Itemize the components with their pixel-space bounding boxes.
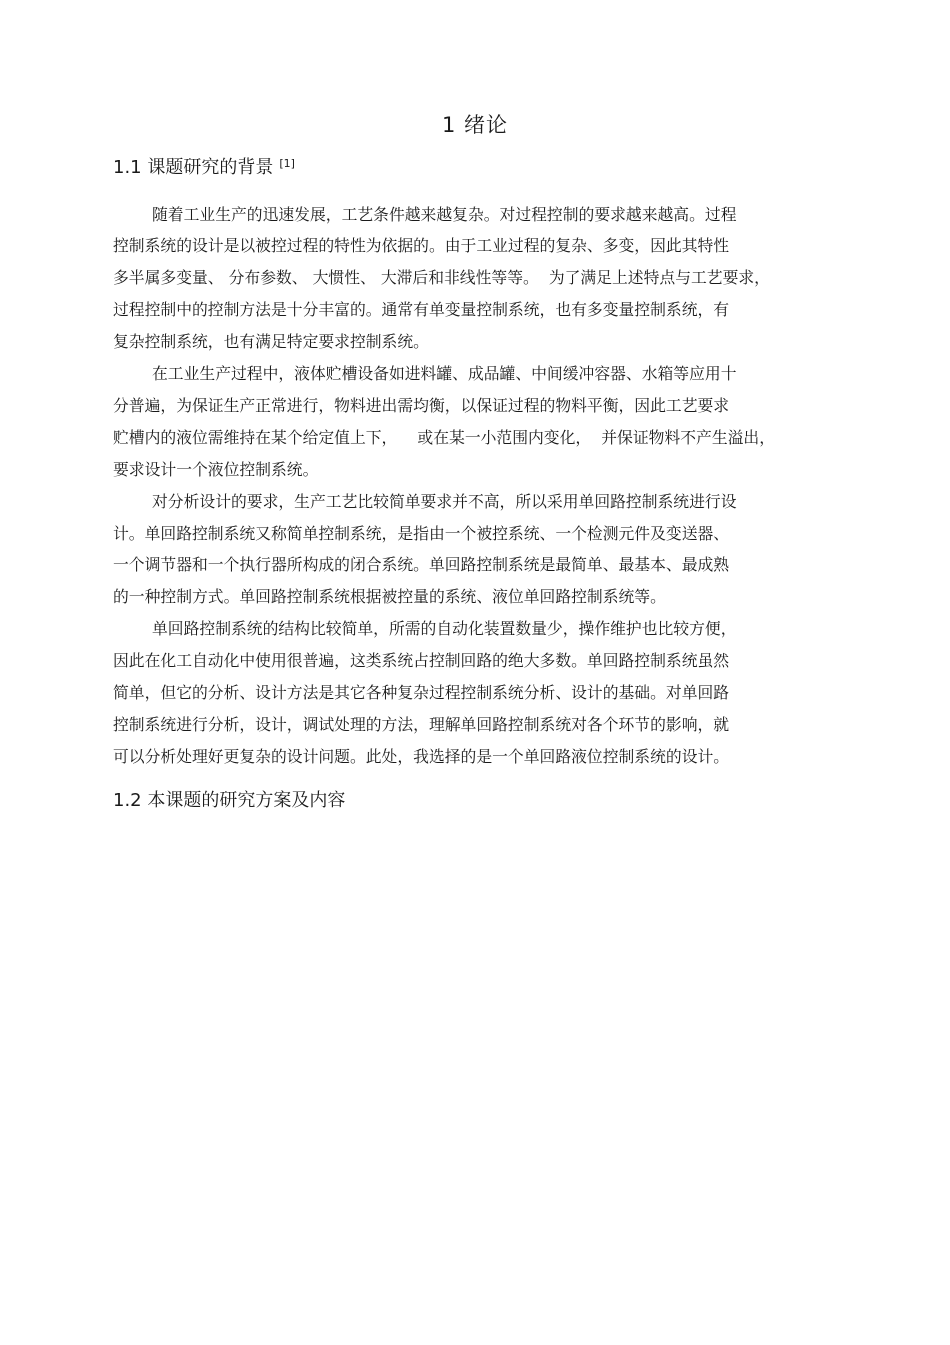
paragraph-4-line-5: 可以分析处理好更复杂的设计问题。此处，我选择的是一个单回路液位控制系统的设计。 <box>113 747 730 766</box>
paragraph-1-line-1: 随着工业生产的迅速发展，工艺条件越来越复杂。对过程控制的要求越来越高。过程 <box>152 205 737 224</box>
paragraph-2-line-3: 贮槽内的液位需维持在某个给定值上下， 或在某一小范围内变化， 并保证物料不产生溢出， <box>113 428 776 447</box>
paragraph-2-line-1: 在工业生产过程中，液体贮槽设备如进料罐、成品罐、中间缓冲容器、水箱等应用十 <box>152 364 737 383</box>
paragraph-3-line-1: 对分析设计的要求，生产工艺比较简单要求并不高，所以采用单回路控制系统进行设 <box>152 492 737 511</box>
paragraph-3-line-3: 一个调节器和一个执行器所构成的闭合系统。单回路控制系统是最简单、最基本、最成熟 <box>113 555 730 574</box>
chapter-title: 1 绪论 <box>441 113 509 137</box>
section-heading-1-1 <box>113 155 295 181</box>
paragraph-3-line-4: 的一种控制方式。单回路控制系统根据被控量的系统、液位单回路控制系统等。 <box>113 587 666 606</box>
citation-marker: [1] <box>279 157 295 170</box>
section-heading-1-2: 1.2 本课题的研究方案及内容 <box>113 790 346 811</box>
paragraph-2-line-4: 要求设计一个液位控制系统。 <box>113 460 319 479</box>
paragraph-4-line-1: 单回路控制系统的结构比较简单，所需的自动化装置数量少，操作维护也比较方便， <box>152 619 737 638</box>
paragraph-4-line-4: 控制系统进行分析，设计，调试处理的方法，理解单回路控制系统对各个环节的影响，就 <box>113 715 730 734</box>
paragraph-3-line-2: 计。单回路控制系统又称简单控制系统，是指由一个被控系统、一个检测元件及变送器、 <box>113 524 730 543</box>
paragraph-1-line-2: 控制系统的设计是以被控过程的特性为依据的。由于工业过程的复杂、多变，因此其特性 <box>113 236 730 255</box>
paragraph-4-line-3: 简单，但它的分析、设计方法是其它各种复杂过程控制系统分析、设计的基础。对单回路 <box>113 683 730 702</box>
section-heading-text: 1.1 课题研究的背景 <box>113 157 274 178</box>
paragraph-2-line-2: 分普遍，为保证生产正常进行，物料进出需均衡，以保证过程的物料平衡，因此工艺要求 <box>113 396 730 415</box>
paragraph-1-line-5: 复杂控制系统，也有满足特定要求控制系统。 <box>113 332 429 351</box>
paragraph-1-line-3: 多半属多变量、 分布参数、 大惯性、 大滞后和非线性等等。 为了满足上述特点与工艺要求， <box>113 268 770 287</box>
paragraph-1-line-4: 过程控制中的控制方法是十分丰富的。通常有单变量控制系统，也有多变量控制系统，有 <box>113 300 730 319</box>
paragraph-4-line-2: 因此在化工自动化中使用很普遍，这类系统占控制回路的绝大多数。单回路控制系统虽然 <box>113 651 730 670</box>
